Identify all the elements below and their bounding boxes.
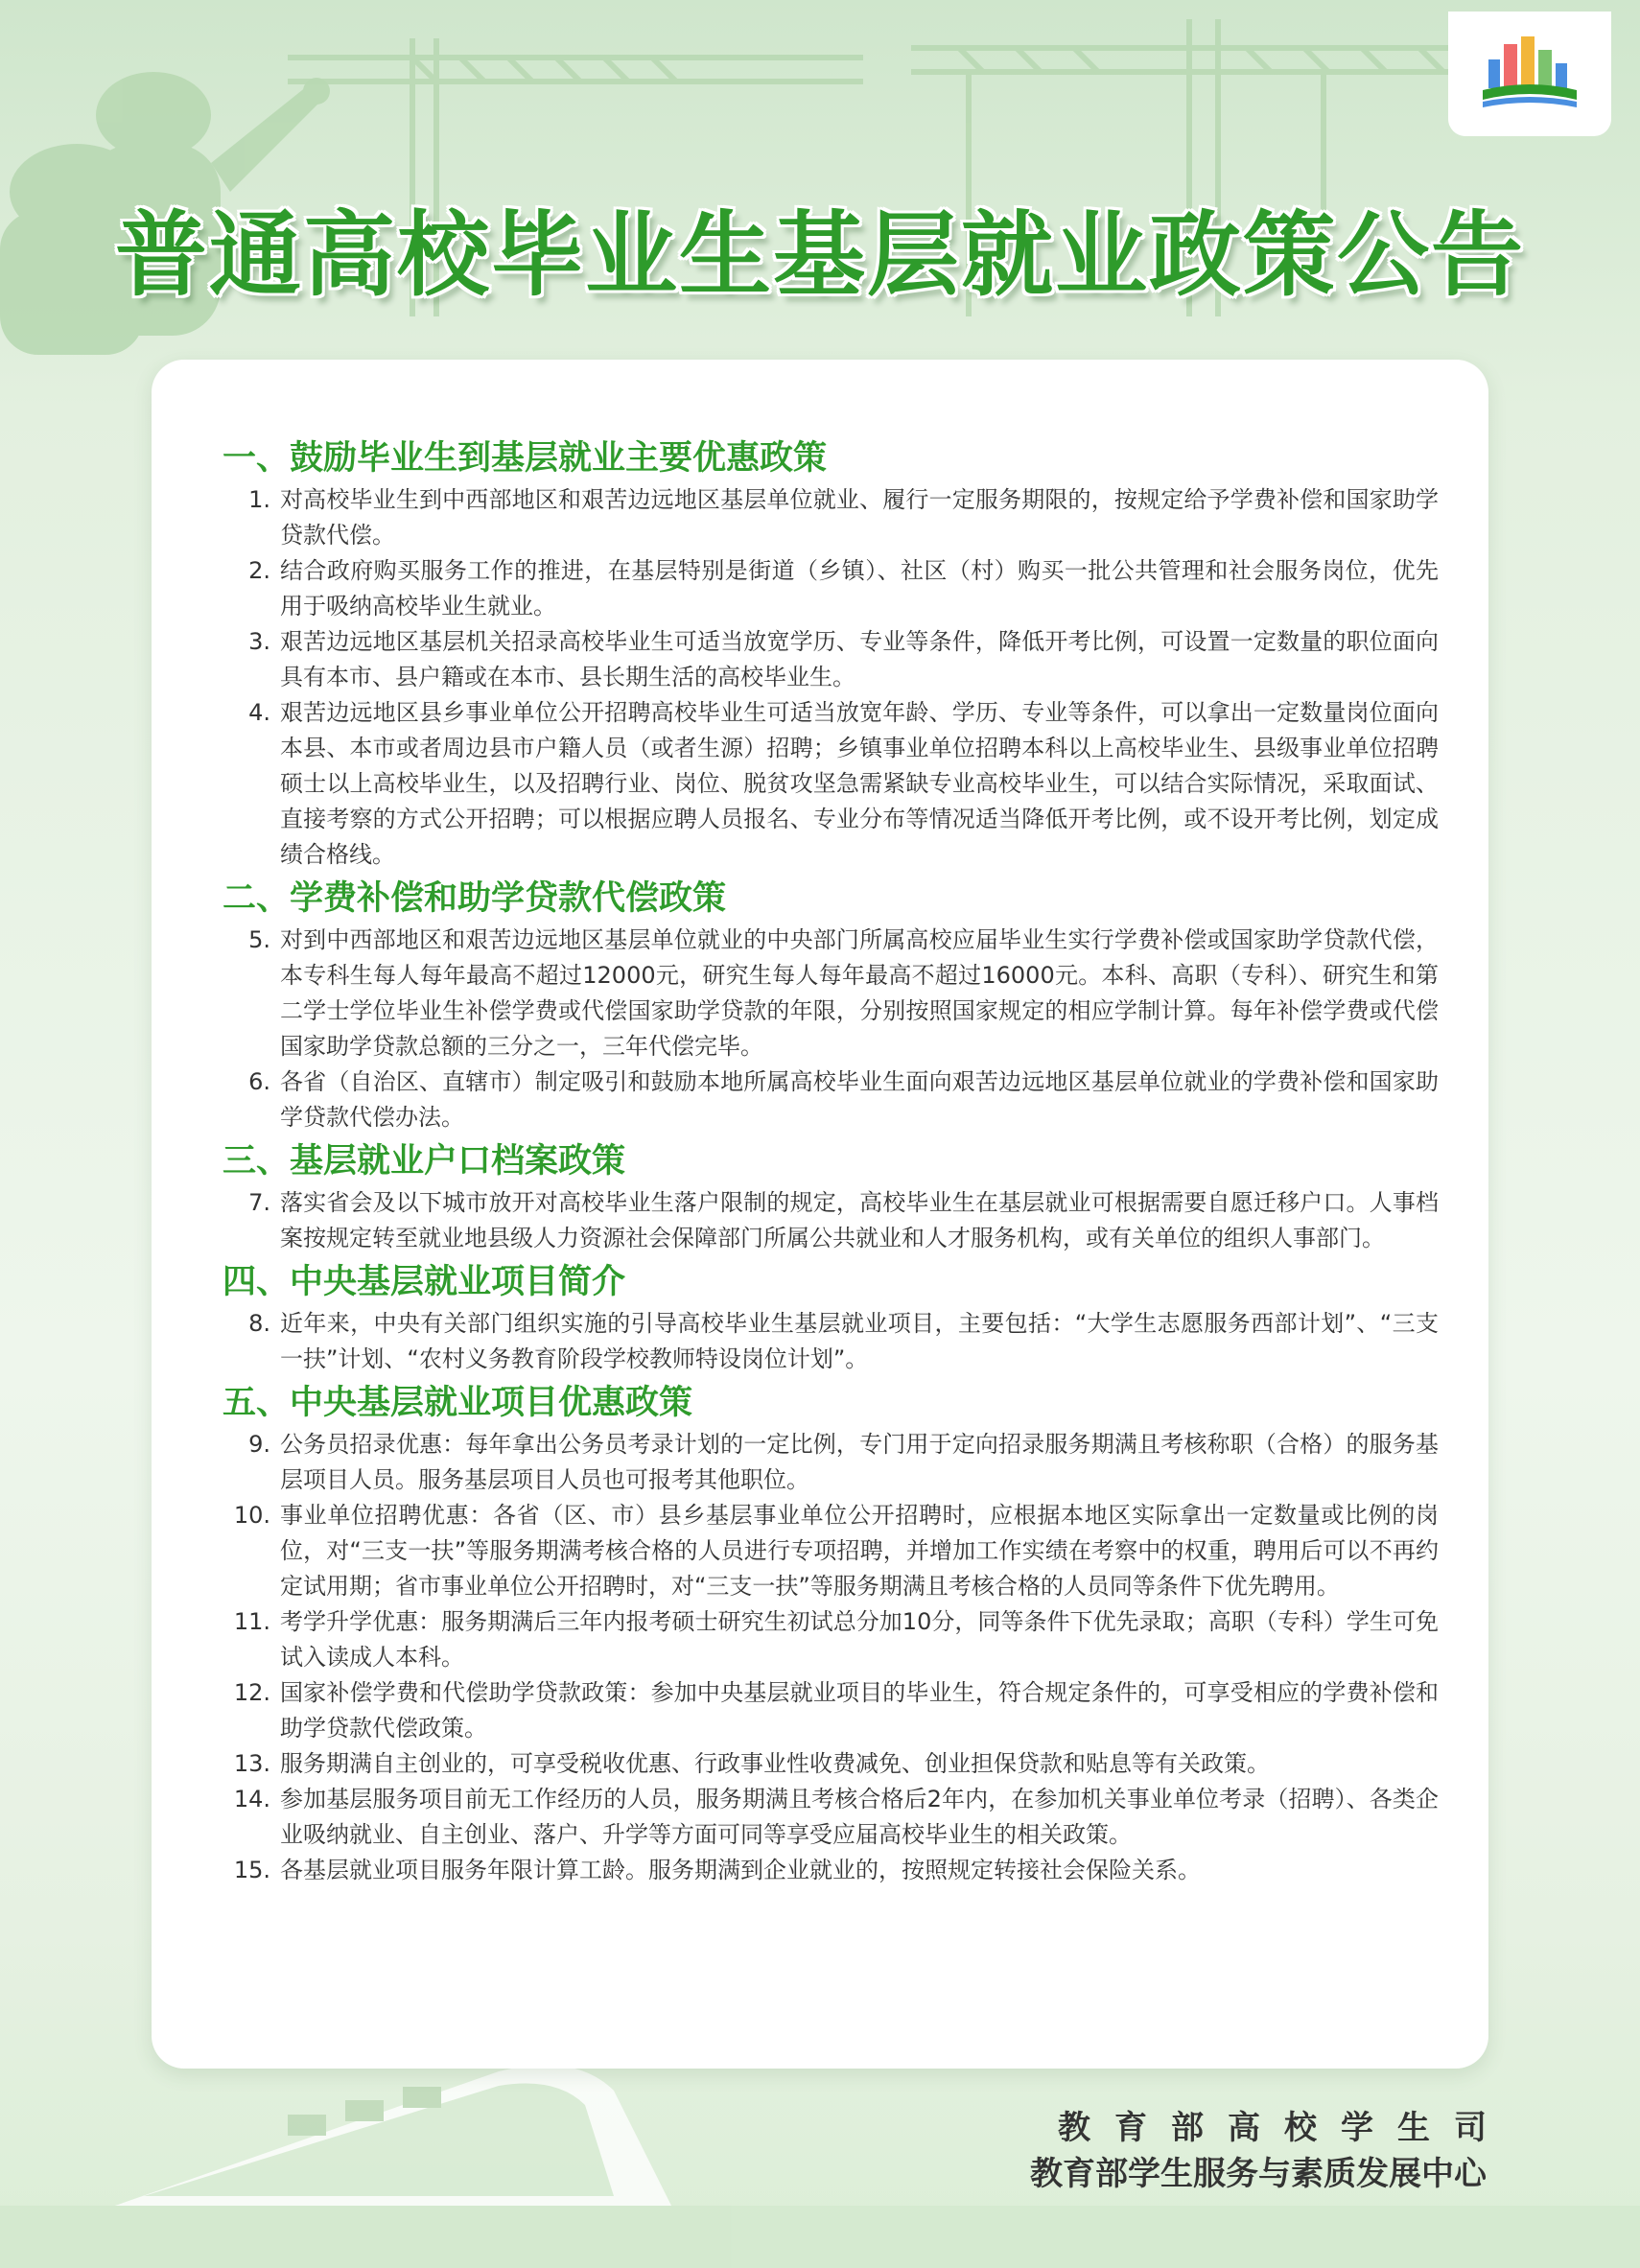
policy-item <box>221 1306 1439 1377</box>
policy-section <box>221 1137 1439 1256</box>
policy-item-number: 13. <box>233 1750 270 1777</box>
policy-section <box>221 875 1439 1135</box>
section-title: 一、鼓励毕业生到基层就业主要优惠政策 <box>223 439 828 478</box>
logo-icon <box>1477 31 1582 117</box>
policy-list <box>221 1185 1439 1256</box>
logo-badge <box>1448 12 1611 136</box>
policy-item-text: 艰苦边远地区县乡事业单位公开招聘高校毕业生可适当放宽年龄、学历、专业等条件，可以拿出一定数量岗位面向本县、本市或者周边县市户籍人员（或者生源）招聘；乡镇事业单位招聘本科以上高校毕业生、县级事业单位招聘硕士以上高校毕业生，以及招聘行业、岗位、脱贫攻坚急需紧缺专业高校毕业生，可以结合实际情况，采取面试、直接考察的方式公开招聘；可以根据应聘人员报名、专业分布等情况适当降低开考比例，或不设开考比例，划定成绩合格线。 <box>280 699 1439 868</box>
policy-item <box>221 1675 1439 1746</box>
issuer-signature <box>1030 2106 1511 2198</box>
policy-item-number: 1. <box>248 486 270 513</box>
policy-sections <box>221 434 1439 1890</box>
policy-item-number: 9. <box>248 1431 270 1458</box>
policy-item-text: 近年来，中央有关部门组织实施的引导高校毕业生基层就业项目，主要包括：“大学生志愿服务西部计划”、“三支一扶”计划、“农村义务教育阶段学校教师特设岗位计划”。 <box>280 1310 1439 1372</box>
policy-item <box>221 1064 1439 1135</box>
policy-item-text: 服务期满自主创业的，可享受税收优惠、行政事业性收费减免、创业担保贷款和贴息等有关政策。 <box>280 1750 1270 1777</box>
section-title: 五、中央基层就业项目优惠政策 <box>223 1384 693 1422</box>
section-title: 二、学费补偿和助学贷款代偿政策 <box>223 879 727 918</box>
policy-card <box>152 360 1488 2069</box>
issuer-line-2: 教育部学生服务与素质发展中心 <box>1030 2155 1487 2193</box>
policy-item <box>221 482 1439 553</box>
policy-section <box>221 434 1439 873</box>
policy-item <box>221 1185 1439 1256</box>
policy-item-number: 10. <box>233 1502 270 1529</box>
policy-item-number: 15. <box>233 1857 270 1883</box>
policy-item-text: 国家补偿学费和代偿助学贷款政策：参加中央基层就业项目的毕业生，符合规定条件的，可享受相应的学费补偿和助学贷款代偿政策。 <box>280 1679 1439 1742</box>
policy-item-text: 各基层就业项目服务年限计算工龄。服务期满到企业就业的，按照规定转接社会保险关系。 <box>280 1857 1201 1883</box>
policy-item <box>221 1782 1439 1853</box>
policy-item <box>221 1604 1439 1675</box>
policy-item-number: 14. <box>233 1786 270 1812</box>
policy-item <box>221 695 1439 873</box>
policy-item <box>221 1746 1439 1782</box>
policy-list <box>221 923 1439 1135</box>
policy-item-text: 公务员招录优惠：每年拿出公务员考录计划的一定比例，专门用于定向招录服务期满且考核称职（合格）的服务基层项目人员。服务基层项目人员也可报考其他职位。 <box>280 1431 1439 1493</box>
policy-item <box>221 553 1439 624</box>
policy-item-number: 2. <box>248 557 270 584</box>
policy-item-text: 考学升学优惠：服务期满后三年内报考硕士研究生初试总分加10分，同等条件下优先录取；高职（专科）学生可免试入读成人本科。 <box>280 1608 1439 1671</box>
policy-item-number: 7. <box>248 1189 270 1216</box>
policy-item <box>221 1498 1439 1604</box>
section-title: 四、中央基层就业项目简介 <box>223 1263 626 1301</box>
policy-item-number: 8. <box>248 1310 270 1337</box>
issuer-line-1: 教育部高校学生司 <box>1058 2109 1511 2147</box>
policy-item <box>221 1853 1439 1888</box>
policy-section <box>221 1258 1439 1377</box>
policy-item-text: 参加基层服务项目前无工作经历的人员，服务期满且考核合格后2年内，在参加机关事业单位考录（招聘）、各类企业吸纳就业、自主创业、落户、升学等方面可同等享受应届高校毕业生的相关政策。 <box>280 1786 1440 1848</box>
policy-list <box>221 482 1439 873</box>
policy-item-text: 结合政府购买服务工作的推进，在基层特别是街道（乡镇）、社区（村）购买一批公共管理和社会服务岗位，优先用于吸纳高校毕业生就业。 <box>280 557 1439 620</box>
policy-item-text: 艰苦边远地区基层机关招录高校毕业生可适当放宽学历、专业等条件，降低开考比例，可设置一定数量的职位面向具有本市、县户籍或在本市、县长期生活的高校毕业生。 <box>280 628 1439 690</box>
policy-item <box>221 1427 1439 1498</box>
policy-item <box>221 624 1439 695</box>
policy-item-text: 事业单位招聘优惠：各省（区、市）县乡基层事业单位公开招聘时，应根据本地区实际拿出一定数量或比例的岗位，对“三支一扶”等服务期满考核合格的人员进行专项招聘，并增加工作实绩在考察中的权重，聘用后可以不再约定试用期；省市事业单位公开招聘时，对“三支一扶”等服务期满且考核合格的人员同等条件下优先聘用。 <box>280 1502 1439 1600</box>
policy-item-text: 落实省会及以下城市放开对高校毕业生落户限制的规定，高校毕业生在基层就业可根据需要自愿迁移户口。人事档案按规定转至就业地县级人力资源社会保障部门所属公共就业和人才服务机构，或有关单位的组织人事部门。 <box>280 1189 1439 1251</box>
policy-item-text: 对高校毕业生到中西部地区和艰苦边远地区基层单位就业、履行一定服务期限的，按规定给予学费补偿和国家助学贷款代偿。 <box>280 486 1439 549</box>
page-title: 普通高校毕业生基层就业政策公告 <box>115 201 1525 309</box>
policy-item-number: 3. <box>248 628 270 655</box>
policy-item <box>221 923 1439 1064</box>
policy-item-number: 4. <box>248 699 270 726</box>
policy-list <box>221 1306 1439 1377</box>
policy-section <box>221 1379 1439 1888</box>
policy-item-text: 各省（自治区、直辖市）制定吸引和鼓励本地所属高校毕业生面向艰苦边远地区基层单位就业的学费补偿和国家助学贷款代偿办法。 <box>280 1068 1439 1131</box>
policy-item-number: 5. <box>248 926 270 953</box>
policy-item-number: 11. <box>233 1608 270 1635</box>
policy-item-number: 12. <box>233 1679 270 1706</box>
policy-list <box>221 1427 1439 1888</box>
section-title: 三、基层就业户口档案政策 <box>223 1142 626 1181</box>
policy-item-text: 对到中西部地区和艰苦边远地区基层单位就业的中央部门所属高校应届毕业生实行学费补偿或国家助学贷款代偿，本专科生每人每年最高不超过12000元，研究生每人每年最高不超过16000元。本科、高职（专科）、研究生和第二学士学位毕业生补偿学费或代偿国家助学贷款的年限，分别按照国家规定的相应学制计算。每年补偿学费或代偿国家助学贷款总额的三分之一，三年代偿完毕。 <box>280 926 1439 1060</box>
policy-item-number: 6. <box>248 1068 270 1095</box>
